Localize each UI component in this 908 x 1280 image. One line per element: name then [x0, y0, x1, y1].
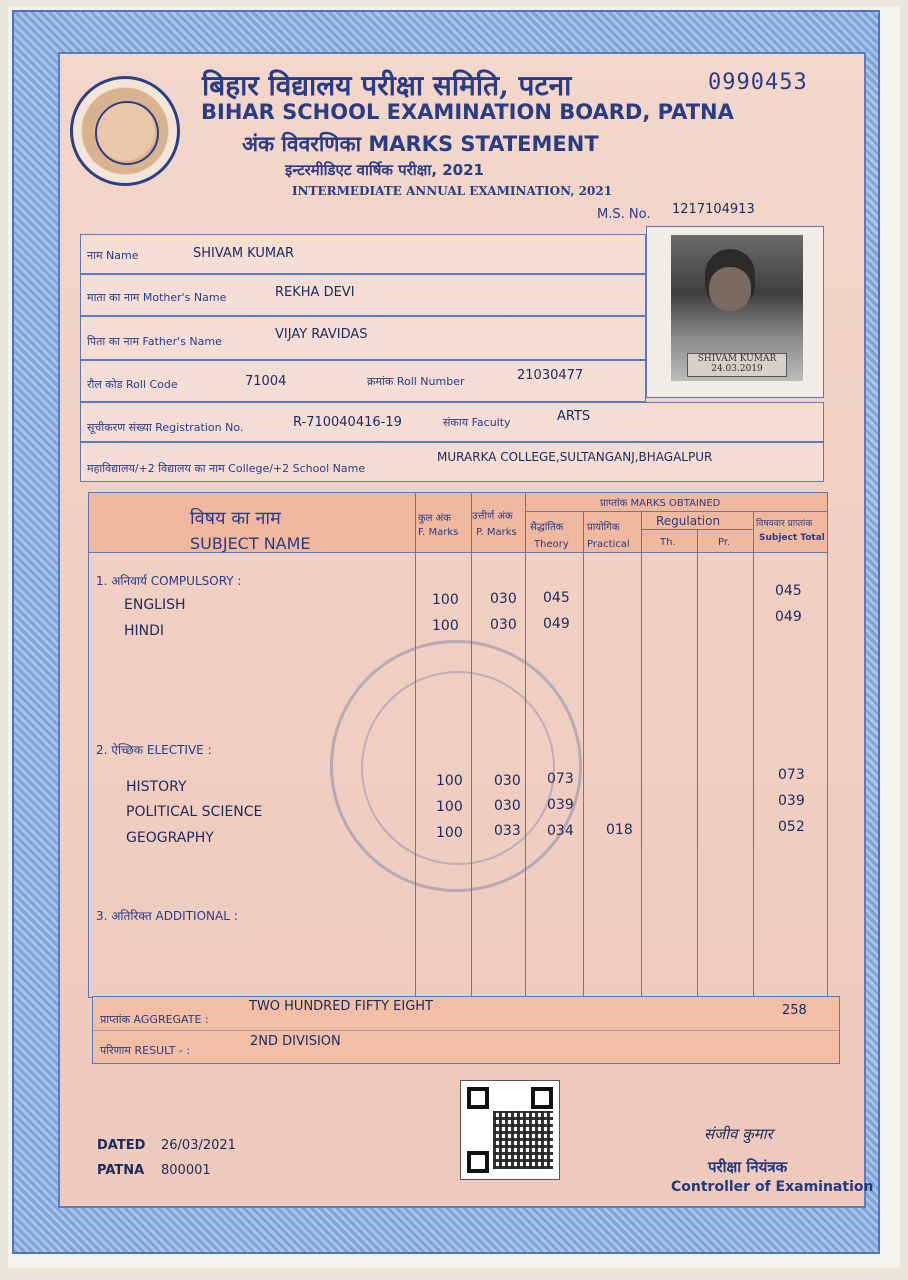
father-label: पिता का नाम Father's Name: [87, 335, 222, 348]
roll-number: 21030477: [517, 368, 584, 383]
college-name: MURARKA COLLEGE,SULTANGANJ,BHAGALPUR: [437, 450, 713, 464]
exam-title-hindi: इन्टरमीडिएट वार्षिक परीक्षा, 2021: [285, 161, 484, 179]
roll-number-label: क्रमांक Roll Number: [367, 375, 465, 388]
subject-total: 073: [778, 767, 805, 783]
subject-header-hindi: विषय का नाम: [190, 508, 281, 529]
college-label: महाविद्यालय/+2 विद्यालय का नाम College/+2 School Name: [87, 462, 366, 475]
aggregate-in-words: TWO HUNDRED FIFTY EIGHT: [249, 999, 433, 1014]
registration-number: R-710040416-19: [293, 415, 402, 430]
student-name: SHIVAM KUMAR: [193, 246, 294, 261]
full-marks: 100: [432, 618, 459, 634]
section-compulsory: 1. अनिवार्य COMPULSORY :: [96, 574, 242, 588]
subject-name: POLITICAL SCIENCE: [126, 804, 263, 820]
practical-marks: 018: [606, 822, 633, 838]
result-division: 2ND DIVISION: [250, 1034, 341, 1049]
aggregate-total: 258: [782, 1003, 807, 1018]
mother-row: [80, 274, 646, 316]
theory-marks: 073: [547, 771, 574, 787]
roll-code: 71004: [245, 374, 287, 389]
pass-marks: 030: [490, 617, 517, 633]
controller-signature: संजीव कुमार: [704, 1125, 773, 1143]
board-title-english: BIHAR SCHOOL EXAMINATION BOARD, PATNA: [201, 100, 734, 124]
fmarks-header: F. Marks: [418, 527, 459, 538]
exam-title-english: INTERMEDIATE ANNUAL EXAMINATION, 2021: [292, 184, 613, 198]
subject-name: ENGLISH: [124, 597, 186, 613]
pass-marks: 030: [490, 591, 517, 607]
faculty-label: संकाय Faculty: [443, 416, 511, 429]
regulation-pr-header: Pr.: [718, 537, 731, 548]
dated-label: DATED: [97, 1138, 146, 1153]
photo-date: 24.03.2019: [711, 364, 763, 374]
section-additional: 3. अतिरिक्त ADDITIONAL :: [96, 909, 238, 923]
pass-marks: 033: [494, 823, 521, 839]
full-marks: 100: [436, 825, 463, 841]
registration-label: सूचीकरण संख्या Registration No.: [87, 421, 244, 434]
subject-total: 045: [775, 583, 802, 599]
photo-caption: SHIVAM KUMAR: [697, 354, 777, 364]
theory-marks: 049: [543, 616, 570, 632]
board-title-hindi: बिहार विद्यालय परीक्षा समिति, पटना: [202, 69, 572, 102]
theory-header: Theory: [534, 539, 569, 550]
ms-number: 1217104913: [672, 202, 755, 217]
subject-name: GEOGRAPHY: [126, 830, 214, 846]
theory-marks: 045: [543, 590, 570, 606]
father-row: [80, 316, 646, 360]
marks-obtained-header: प्राप्तांक MARKS OBTAINED: [600, 498, 721, 509]
serial-number: 0990453: [708, 70, 808, 95]
controller-title: Controller of Examination: [671, 1179, 874, 1195]
father-name: VIJAY RAVIDAS: [275, 327, 368, 342]
registration-row: [80, 402, 824, 442]
theory-header-hindi: सैद्धांतिक: [530, 522, 564, 533]
student-photo: [646, 226, 824, 398]
theory-marks: 034: [547, 823, 574, 839]
subject-total-header: Subject Total: [759, 533, 825, 543]
pass-marks: 030: [494, 798, 521, 814]
board-seal-logo: [70, 76, 180, 186]
regulation-header: Regulation: [656, 514, 721, 528]
subject-header: SUBJECT NAME: [190, 534, 311, 553]
subject-total: 052: [778, 819, 805, 835]
roll-row: [80, 360, 646, 402]
theory-marks: 039: [547, 797, 574, 813]
mother-name: REKHA DEVI: [275, 285, 355, 300]
pin-code: 800001: [161, 1163, 211, 1178]
place-label: PATNA: [97, 1163, 145, 1178]
section-elective: 2. ऐच्छिक ELECTIVE :: [96, 743, 212, 757]
ms-number-label: M.S. No.: [597, 207, 651, 222]
practical-header: Practical: [587, 539, 630, 550]
full-marks: 100: [432, 592, 459, 608]
name-label: नाम Name: [87, 249, 139, 262]
verification-qr-code: [460, 1080, 560, 1180]
college-row: [80, 442, 824, 482]
practical-header-hindi: प्रायोगिक: [587, 522, 620, 533]
roll-code-label: रौल कोड Roll Code: [87, 378, 178, 391]
marks-statement-title: अंक विवरणिका MARKS STATEMENT: [242, 132, 599, 156]
name-row: [80, 234, 646, 274]
subject-name: HISTORY: [126, 779, 187, 795]
regulation-th-header: Th.: [660, 537, 676, 548]
full-marks: 100: [436, 799, 463, 815]
fmarks-header-hindi: कुल अंक: [418, 513, 451, 524]
subject-total: 039: [778, 793, 805, 809]
pmarks-header: P. Marks: [476, 527, 517, 538]
controller-title-hindi: परीक्षा नियंत्रक: [708, 1158, 788, 1176]
issue-date: 26/03/2021: [161, 1138, 236, 1153]
full-marks: 100: [436, 773, 463, 789]
result-label: परिणाम RESULT - :: [100, 1044, 191, 1057]
faculty: ARTS: [557, 409, 591, 424]
pmarks-header-hindi: उत्तीर्ण अंक: [472, 511, 513, 522]
pass-marks: 030: [494, 773, 521, 789]
aggregate-label: प्राप्तांक AGGREGATE :: [100, 1013, 209, 1026]
aggregate-box: [92, 996, 840, 1064]
subject-name: HINDI: [124, 623, 165, 639]
mother-label: माता का नाम Mother's Name: [87, 291, 227, 304]
subject-total-header-hindi: विषयवार प्राप्तांक: [756, 519, 813, 529]
subject-total: 049: [775, 609, 802, 625]
